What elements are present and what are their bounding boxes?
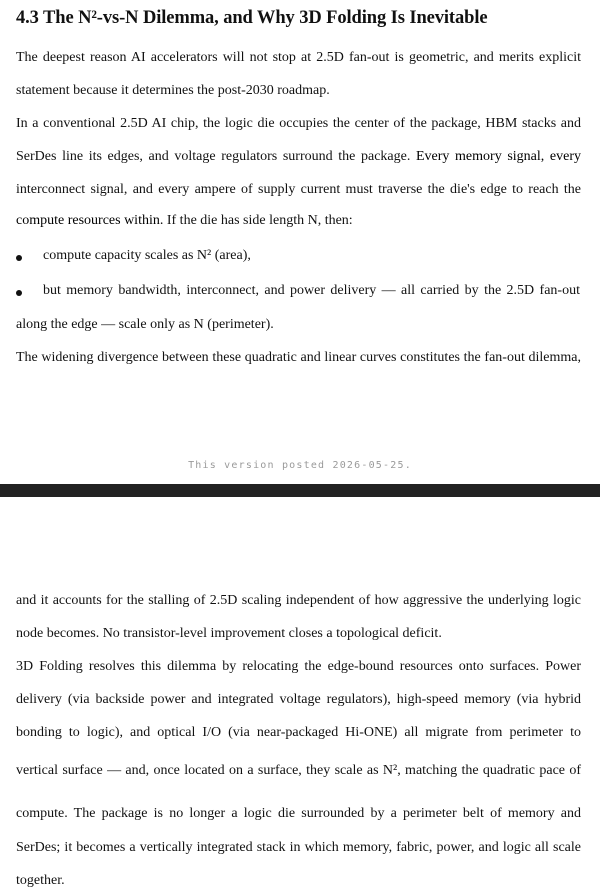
version-note: This version posted 2026-05-25. bbox=[188, 460, 412, 471]
paragraph-line: SerDes; it becomes a vertically integrated stack in which memory, fabric, power, and logic all scale bbox=[16, 840, 581, 855]
section-heading: 4.3 The N²-vs-N Dilemma, and Why 3D Folding Is Inevitable bbox=[16, 8, 488, 28]
paragraph-line: compute. The package is no longer a logic die surrounded by a perimeter belt of memory and bbox=[16, 806, 581, 821]
bullet-item: compute capacity scales as N² (area), bbox=[43, 248, 251, 263]
paragraph-line: statement because it determines the post-2030 roadmap. bbox=[16, 83, 330, 98]
bullet-icon bbox=[16, 249, 24, 257]
paragraph-line: In a conventional 2.5D AI chip, the logic die occupies the center of the package, HBM stacks and bbox=[16, 116, 581, 131]
paragraph-line: The deepest reason AI accelerators will not stop at 2.5D fan-out is geometric, and merits explicit bbox=[16, 50, 581, 65]
page-bottom bbox=[0, 497, 600, 896]
paragraph-line: node becomes. No transistor-level improvement closes a topological deficit. bbox=[16, 626, 442, 641]
paragraph-line: 3D Folding resolves this dilemma by relocating the edge-bound resources onto surfaces. Power bbox=[16, 659, 581, 674]
emphasized-text: compute resources within. bbox=[16, 213, 164, 228]
paragraph-text: If the die has side length N, then: bbox=[166, 213, 353, 228]
emphasized-line: interconnect signal, and every ampere of supply current must traverse the die's edge to reach the bbox=[16, 182, 581, 197]
paragraph-line bbox=[16, 148, 581, 166]
bullet-item: but memory bandwidth, interconnect, and power delivery — all carried by the 2.5D fan-out bbox=[43, 283, 580, 298]
paragraph-line: vertical surface — and, once located on a surface, they scale as N², matching the quadratic pace of bbox=[16, 763, 581, 778]
paragraph-text: SerDes line its edges, and voltage regulators surround the package. bbox=[16, 149, 411, 164]
bullet-icon bbox=[16, 284, 24, 292]
paragraph-line bbox=[16, 212, 581, 230]
paragraph-line: The widening divergence between these quadratic and linear curves constitutes the fan-out dilemma, bbox=[16, 350, 581, 365]
bullet-continuation: along the edge — scale only as N (perimeter). bbox=[16, 317, 274, 332]
paragraph-line: and it accounts for the stalling of 2.5D scaling independent of how aggressive the underlying logic bbox=[16, 593, 581, 608]
paragraph-line: together. bbox=[16, 873, 65, 888]
paragraph-line: bonding to logic), and optical I/O (via near-packaged Hi-ONE) all migrate from perimeter to bbox=[16, 725, 581, 740]
emphasized-text: Every memory signal, every bbox=[415, 149, 581, 164]
paragraph-line: delivery (via backside power and integrated voltage regulators), high-speed memory (via hybrid bbox=[16, 692, 581, 707]
page-divider bbox=[0, 484, 600, 497]
